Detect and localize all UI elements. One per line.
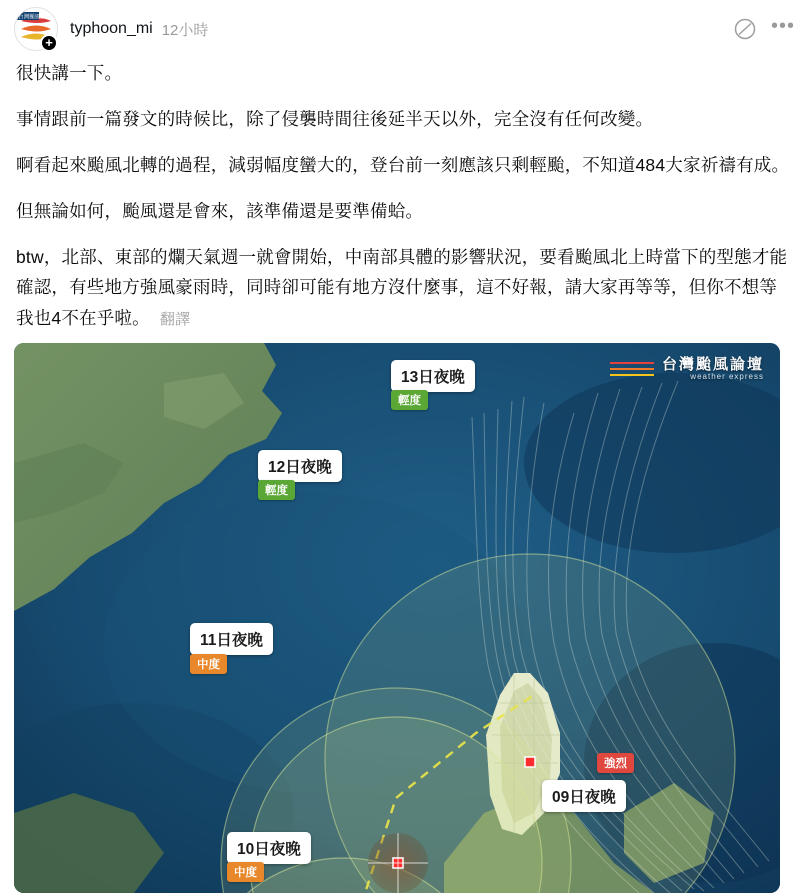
post-paragraph: 啊看起來颱風北轉的過程，減弱幅度蠻大的，登台前一刻應該只剩輕颱，不知道484大家祈禱有成。 (16, 155, 790, 176)
more-options-icon[interactable]: ••• (770, 15, 795, 37)
watermark (610, 357, 764, 382)
post-header (14, 0, 796, 52)
svg-text:台灣颱風論壇: 台灣颱風論壇 (18, 14, 52, 21)
forecast-intensity-12: 輕度 (258, 480, 295, 500)
forecast-label-11: 11日夜晚 (190, 623, 273, 655)
post-paragraph: 很快講一下。 (16, 63, 123, 83)
post-paragraph-last (16, 242, 794, 332)
watermark-subtitle: weather express (690, 372, 764, 382)
forecast-label-12: 12日夜晚 (258, 450, 342, 482)
forecast-label-10: 10日夜晚 (227, 832, 311, 864)
post-timestamp: 12小時 (161, 21, 209, 39)
post-paragraph: 事情跟前一篇發文的時候比，除了侵襲時間往後延半天以外，完全沒有任何改變。 (16, 109, 654, 130)
forecast-intensity-13: 輕度 (391, 390, 428, 410)
post-paragraph-text: btw，北部、東部的爛天氣週一就會開始，中南部具體的影響狀況，要看颱風北上時當下的型態才能確認，有些地方強風豪雨時，同時卻可能有地方沒什麼事，這不好報，請大家再等等，但你不想等我也4不在乎啦。 (16, 247, 788, 328)
post-paragraph: 但無論如何，颱風還是會來，該準備還是要準備蛤。 (16, 201, 424, 222)
forecast-label-09: 09日夜晚 (542, 780, 626, 812)
no-entry-icon[interactable] (732, 16, 758, 42)
avatar[interactable] (14, 7, 58, 51)
forecast-label-13: 13日夜晚 (391, 360, 475, 392)
forecast-intensity-11: 中度 (190, 654, 227, 674)
avatar-add-button[interactable]: + (40, 34, 58, 52)
post-text (14, 52, 796, 333)
forecast-intensity-10: 中度 (227, 862, 264, 882)
translate-link[interactable]: 翻譯 (159, 310, 191, 328)
typhoon-forecast-map[interactable] (14, 343, 780, 893)
username[interactable]: typhoon_mi (70, 20, 153, 37)
watermark-bars-icon (610, 362, 654, 376)
watermark-title: 台灣颱風論壇 weather express (661, 355, 764, 382)
forecast-intensity-09: 強烈 (597, 753, 634, 773)
